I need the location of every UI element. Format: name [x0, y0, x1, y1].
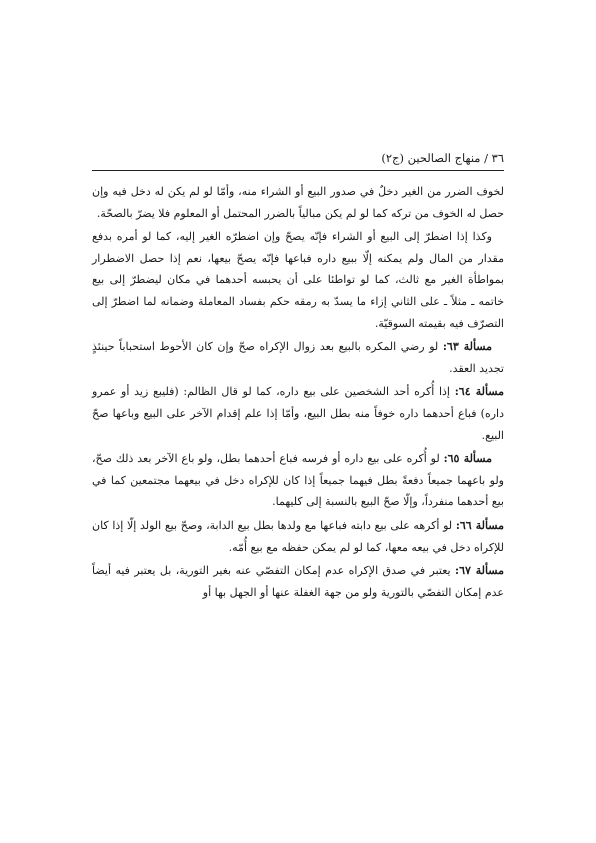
paragraph: [92, 226, 504, 334]
running-title: ٣٦ / منهاج الصالحين (ج٢): [381, 151, 504, 165]
paragraph: [92, 181, 504, 224]
issue-paragraph: [92, 336, 504, 379]
issue-label: مسألة ٦٧:: [455, 564, 504, 578]
issue-paragraph: [92, 515, 504, 558]
paragraph-text: وكذا إذا اضطرّ إلى البيع أو الشراء فإنّه يصحّ وإن اضطرّه الغير إليه، كما لو أمره بدفع مقدار من المال ولم يمكنه إلّا ببيع داره فباعها فإنّه يصحّ بيعها، نعم إذا حصل الاضطرار بمواطأة الغير مع ثالث، كما لو تواطئا على أن يحبسه أحدهما في مكان ليضطرّ إلى بيع خاتمه ـ مثلاً ـ على الثاني إزاء ما يسدّ به رمقه حكم بفساد المعاملة وضمانه لما اضطرّ إلى التصرّف فيه بقيمته السوقيّة.: [92, 230, 504, 330]
issue-text: لو أكرهه على بيع دابته فباعها مع ولدها بطل بيع الدابة، وصحّ بيع الولد إلّا إذا كان للإكراه دخل في بيعه معها، كما لو لم يمكن حفظه مع بيع أُمّه.: [92, 518, 504, 554]
issue-label: مسألة ٦٣:: [442, 340, 492, 354]
page-body: [92, 181, 504, 605]
issue-text: يعتبر في صدق الإكراه عدم إمكان التفصّي عنه بغير التورية، بل يعتبر فيه أيضاً عدم إمكان التفصّي بالتورية ولو من جهة الغفلة عنها أو الجهل بها أو: [92, 564, 504, 599]
issue-text: إذا أُكره أحد الشخصين على بيع داره، كما لو قال الظالم: (فليبع زيد أو عمرو داره) فباع أحدهما داره خوفاً منه بطل البيع، وأمّا إذا علم إقدام الآخر على البيع وباعها صحّ البيع.: [92, 385, 504, 442]
issue-paragraph: [92, 381, 504, 446]
issue-label: مسألة ٦٤:: [454, 385, 504, 399]
issue-text: لو رضي المكره بالبيع بعد زوال الإكراه صحّ وإن كان الأحوط استحباباً حينئذٍ تجديد العقد.: [92, 340, 504, 375]
issue-text: لو أُكره على بيع داره أو فرسه فباع أحدهما بطل، ولو باع الآخر بعد ذلك صحّ، ولو باعهما جميعاً دفعةً بطل فيهما جميعاً إذا كان للإكراه دخل في بيعهما مجتمعين كما في بيع أحدهما منفرداً، وإلّا صحّ البيع بالنسبة إلى كليهما.: [92, 452, 504, 509]
paragraph-text: لخوف الضرر من الغير دخلٌ في صدور البيع أو الشراء منه، وأمّا لو لم يكن له دخل فيه وإن حصل له الخوف من تركه كما لو لم يكن مبالياً بالضرر المحتمل أو المعلوم فلا يضرّ بالصحّة.: [92, 185, 504, 220]
running-header: [92, 148, 504, 171]
issue-label: مسألة ٦٥:: [443, 452, 492, 466]
issue-paragraph: [92, 560, 504, 603]
issue-label: مسألة ٦٦:: [455, 518, 505, 532]
issue-paragraph: [92, 448, 504, 513]
